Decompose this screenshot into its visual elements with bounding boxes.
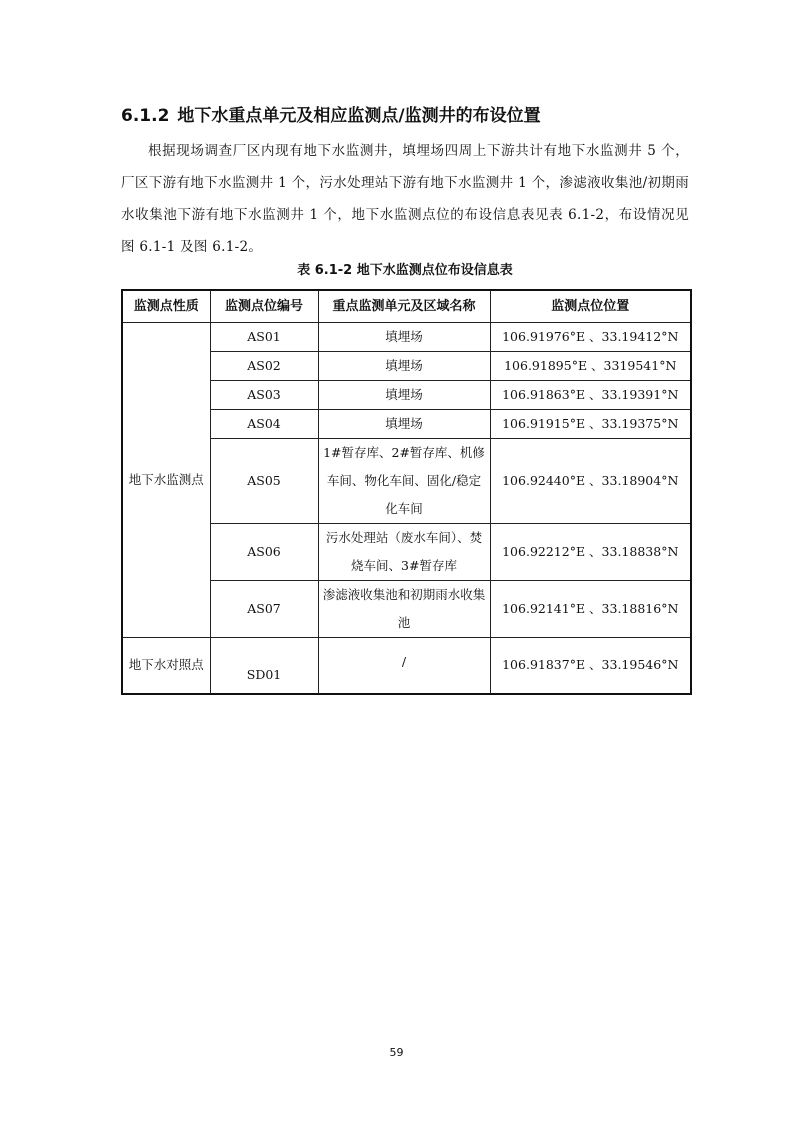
header-id: 监测点位编号: [210, 290, 318, 323]
unit-cell: /: [318, 638, 490, 694]
unit-cell: 填埋场: [318, 381, 490, 410]
unit-cell: 污水处理站（废水车间）、焚烧车间、3#暂存库: [318, 524, 490, 581]
location-cell: 106.91895°E 、3319541°N: [490, 352, 691, 381]
unit-cell: 填埋场: [318, 352, 490, 381]
point-id-cell: AS02: [210, 352, 318, 381]
point-id-cell: AS04: [210, 410, 318, 439]
point-id-cell: AS05: [210, 439, 318, 524]
unit-cell: 渗滤液收集池和初期雨水收集池: [318, 581, 490, 638]
location-cell: 106.92212°E 、33.18838°N: [490, 524, 691, 581]
section-number: 6.1.2: [121, 106, 170, 126]
header-location: 监测点位位置: [490, 290, 691, 323]
unit-cell: 1#暂存库、2#暂存库、机修车间、物化车间、固化/稳定化车间: [318, 439, 490, 524]
section-title: 地下水重点单元及相应监测点/监测井的布设位置: [177, 106, 541, 126]
body-paragraph: 根据现场调查厂区内现有地下水监测井，填埋场四周上下游共计有地下水监测井 5 个，厂区下游有地下水监测井 1 个，污水处理站下游有地下水监测井 1 个，渗滤液收集池/初期雨水收集池下游有地下水监测井 1 个，地下水监测点位的布设信息表见表 6.1-2，布设情况见图 6.1-1 及图 6.1-2。: [121, 143, 689, 255]
header-type: 监测点性质: [122, 290, 210, 323]
location-cell: 106.91976°E 、33.19412°N: [490, 323, 691, 352]
point-id-cell: SD01: [210, 638, 318, 694]
location-cell: 106.91863°E 、33.19391°N: [490, 381, 691, 410]
header-unit: 重点监测单元及区域名称: [318, 290, 490, 323]
table-caption: 表 6.1-2 地下水监测点位布设信息表: [297, 263, 513, 278]
point-id-cell: AS03: [210, 381, 318, 410]
location-cell: 106.91915°E 、33.19375°N: [490, 410, 691, 439]
table-row: [122, 323, 691, 352]
unit-cell: 填埋场: [318, 323, 490, 352]
point-id-cell: AS01: [210, 323, 318, 352]
location-cell: 106.92141°E 、33.18816°N: [490, 581, 691, 638]
monitoring-points-table: [121, 289, 692, 695]
point-type-cell: 地下水对照点: [122, 638, 210, 694]
unit-cell: 填埋场: [318, 410, 490, 439]
table-row: [122, 638, 691, 694]
location-cell: 106.91837°E 、33.19546°N: [490, 638, 691, 694]
section-heading: [121, 104, 721, 128]
table-header-row: [122, 290, 691, 323]
location-cell: 106.92440°E 、33.18904°N: [490, 439, 691, 524]
point-id-cell: AS07: [210, 581, 318, 638]
point-id-cell: AS06: [210, 524, 318, 581]
page-number: 59: [389, 1046, 404, 1059]
point-type-cell: 地下水监测点: [122, 323, 210, 638]
